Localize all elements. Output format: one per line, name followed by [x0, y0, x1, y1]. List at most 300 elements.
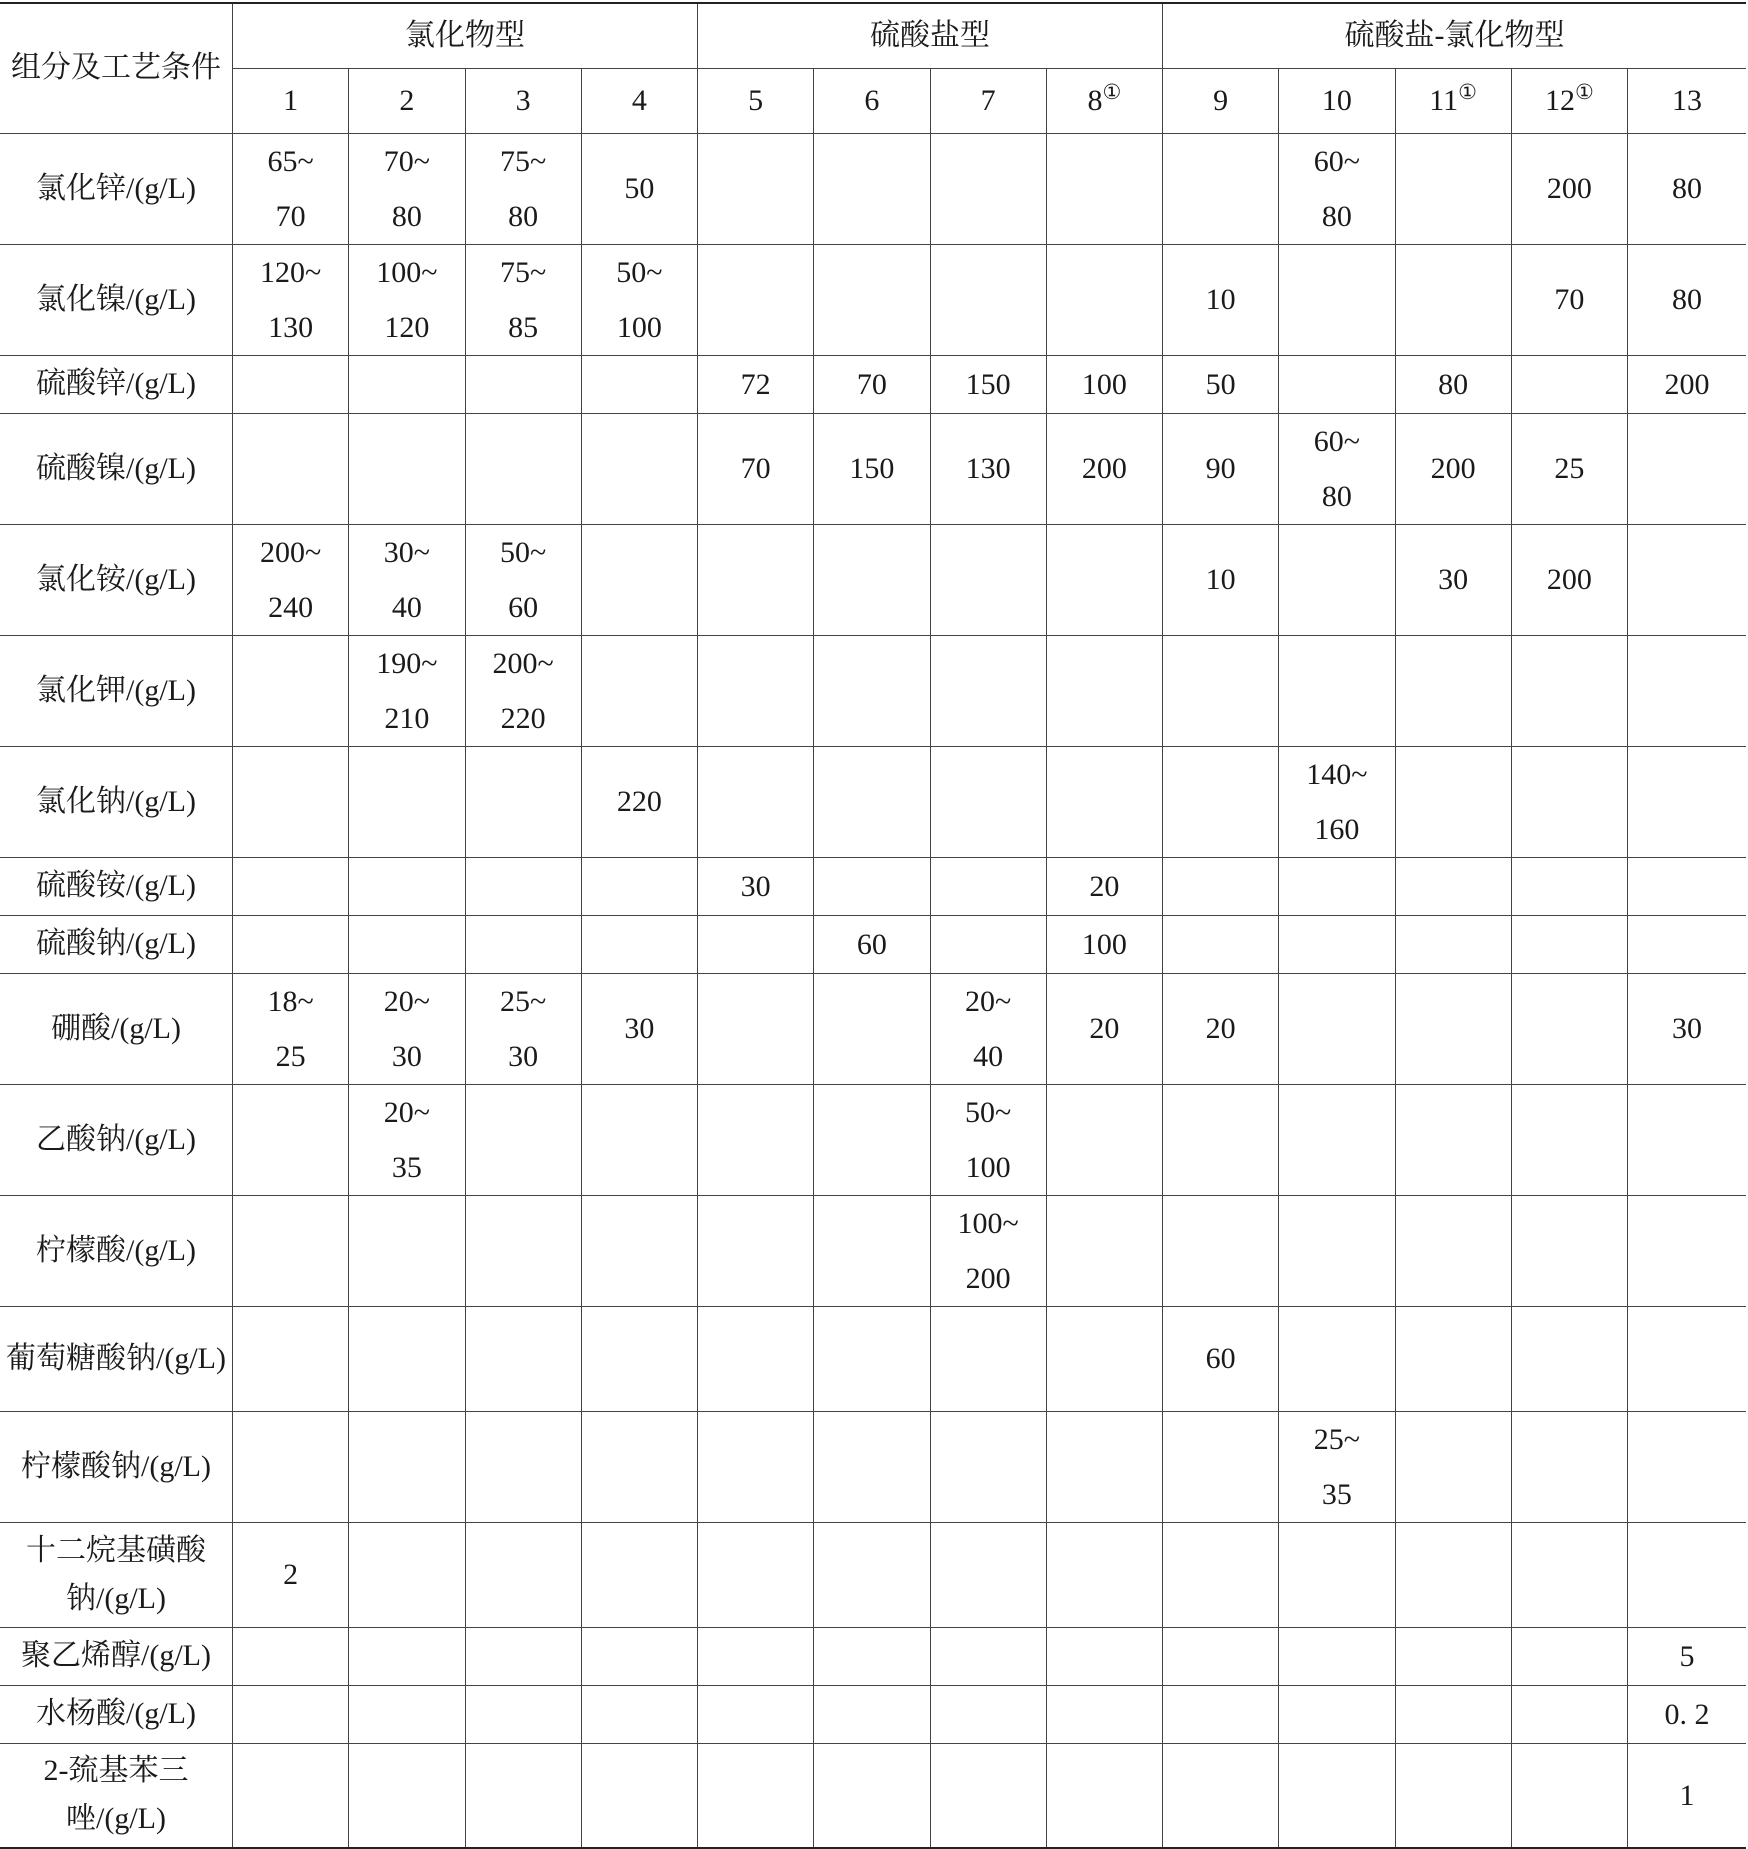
- table-cell: [233, 1685, 349, 1743]
- table-cell: [1163, 133, 1279, 244]
- table-cell: [349, 1522, 465, 1627]
- table-cell: [930, 1627, 1046, 1685]
- table-cell: [581, 1306, 697, 1411]
- table-cell: 200: [1628, 355, 1746, 413]
- table-cell: [814, 1306, 930, 1411]
- table-cell: [1163, 1743, 1279, 1848]
- table-cell: 30: [581, 973, 697, 1084]
- column-number: 4: [631, 84, 647, 117]
- table-cell: 50~ 100: [581, 244, 697, 355]
- table-cell: 60: [1163, 1306, 1279, 1411]
- table-cell: [814, 973, 930, 1084]
- table-cell: [1511, 857, 1627, 915]
- table-row: [0, 133, 1746, 244]
- component-name: 水杨酸/(g/L): [0, 1685, 233, 1743]
- table-cell: [581, 355, 697, 413]
- table-row: [0, 524, 1746, 635]
- table-cell: 5: [1628, 1627, 1746, 1685]
- table-cell: [814, 1685, 930, 1743]
- column-number: 10: [1321, 84, 1352, 117]
- table-cell: 30: [1628, 973, 1746, 1084]
- table-cell: [349, 413, 465, 524]
- table-cell: 65~ 70: [233, 133, 349, 244]
- component-name: 葡萄糖酸钠/(g/L): [0, 1306, 233, 1411]
- table-cell: [930, 1411, 1046, 1522]
- component-name: 氯化锌/(g/L): [0, 133, 233, 244]
- table-cell: [581, 524, 697, 635]
- column-number: 13: [1672, 84, 1702, 117]
- table-cell: 20: [1046, 857, 1162, 915]
- column-number-header: [1395, 68, 1511, 133]
- table-cell: 70: [814, 355, 930, 413]
- table-cell: [1046, 1084, 1162, 1195]
- component-name: 氯化钠/(g/L): [0, 746, 233, 857]
- column-number-header: [581, 68, 697, 133]
- table-cell: 100: [1046, 355, 1162, 413]
- table-cell: [1046, 1627, 1162, 1685]
- table-cell: [1279, 1627, 1395, 1685]
- table-row: [0, 1685, 1746, 1743]
- table-cell: [930, 133, 1046, 244]
- table-cell: 220: [581, 746, 697, 857]
- table-cell: [930, 1685, 1046, 1743]
- table-cell: 30~ 40: [349, 524, 465, 635]
- table-cell: [1395, 915, 1511, 973]
- table-cell: [930, 244, 1046, 355]
- corner-header: 组分及工艺条件: [0, 3, 233, 133]
- table-cell: [1628, 524, 1746, 635]
- table-cell: [1163, 1195, 1279, 1306]
- table-cell: 25: [1511, 413, 1627, 524]
- table-cell: [698, 1306, 814, 1411]
- table-row: [0, 1411, 1746, 1522]
- table-cell: 90: [1163, 413, 1279, 524]
- column-number: 6: [864, 84, 880, 117]
- table-cell: [1395, 1084, 1511, 1195]
- table-cell: [1628, 1522, 1746, 1627]
- table-cell: [1511, 355, 1627, 413]
- column-number: 9: [1213, 84, 1229, 117]
- table-cell: [465, 1195, 581, 1306]
- table-cell: 150: [930, 355, 1046, 413]
- column-number-header: [930, 68, 1046, 133]
- table-cell: [1046, 1743, 1162, 1848]
- table-cell: [581, 915, 697, 973]
- table-cell: 20: [1163, 973, 1279, 1084]
- table-cell: [1279, 1685, 1395, 1743]
- table-cell: 20~ 40: [930, 973, 1046, 1084]
- table-cell: 30: [1395, 524, 1511, 635]
- column-number-header: [1628, 68, 1746, 133]
- table-cell: [233, 857, 349, 915]
- table-cell: [930, 915, 1046, 973]
- table-cell: [1395, 1195, 1511, 1306]
- table-cell: [1511, 915, 1627, 973]
- table-cell: [1628, 746, 1746, 857]
- table-cell: [1163, 1627, 1279, 1685]
- table-cell: [698, 524, 814, 635]
- table-cell: 75~ 85: [465, 244, 581, 355]
- table-cell: [233, 1411, 349, 1522]
- table-cell: 70: [1511, 244, 1627, 355]
- table-cell: [1279, 1743, 1395, 1848]
- table-cell: [930, 524, 1046, 635]
- table-cell: [349, 1685, 465, 1743]
- component-name: 柠檬酸钠/(g/L): [0, 1411, 233, 1522]
- table-cell: [1511, 1306, 1627, 1411]
- table-row: [0, 413, 1746, 524]
- component-name: 氯化铵/(g/L): [0, 524, 233, 635]
- column-number-header: [1279, 68, 1395, 133]
- table-cell: [814, 1195, 930, 1306]
- table-cell: [349, 1627, 465, 1685]
- table-cell: 190~ 210: [349, 635, 465, 746]
- table-cell: [233, 355, 349, 413]
- table-cell: 200: [1511, 133, 1627, 244]
- component-name: 氯化镍/(g/L): [0, 244, 233, 355]
- table-cell: [349, 1306, 465, 1411]
- table-cell: [1279, 973, 1395, 1084]
- table-row: [0, 746, 1746, 857]
- table-cell: [465, 1084, 581, 1195]
- column-number-header: [1046, 68, 1162, 133]
- table-cell: [1511, 1685, 1627, 1743]
- table-cell: [930, 1306, 1046, 1411]
- table-cell: [930, 857, 1046, 915]
- table-cell: [930, 635, 1046, 746]
- table-cell: 150: [814, 413, 930, 524]
- table-cell: [233, 1195, 349, 1306]
- table-cell: [698, 746, 814, 857]
- table-cell: [233, 1306, 349, 1411]
- table-cell: [1628, 1084, 1746, 1195]
- table-cell: 60: [814, 915, 930, 973]
- table-cell: [581, 1411, 697, 1522]
- table-cell: [1163, 635, 1279, 746]
- table-cell: 100~ 200: [930, 1195, 1046, 1306]
- table-cell: 50~ 60: [465, 524, 581, 635]
- plating-bath-table: [0, 2, 1746, 1849]
- table-cell: 100: [1046, 915, 1162, 973]
- component-name: 氯化钾/(g/L): [0, 635, 233, 746]
- component-name: 聚乙烯醇/(g/L): [0, 1627, 233, 1685]
- table-cell: [814, 635, 930, 746]
- table-cell: [1511, 746, 1627, 857]
- table-cell: [1046, 133, 1162, 244]
- column-number: 11: [1429, 84, 1459, 117]
- table-cell: [349, 1743, 465, 1848]
- table-cell: [1395, 244, 1511, 355]
- table-cell: [349, 355, 465, 413]
- component-name: 硫酸锌/(g/L): [0, 355, 233, 413]
- table-cell: [581, 1522, 697, 1627]
- table-cell: [1628, 635, 1746, 746]
- table-cell: 50~ 100: [930, 1084, 1046, 1195]
- table-cell: [1395, 1306, 1511, 1411]
- table-row: [0, 1522, 1746, 1627]
- table-cell: [1046, 1195, 1162, 1306]
- table-cell: [1046, 1522, 1162, 1627]
- table-cell: 0. 2: [1628, 1685, 1746, 1743]
- table-cell: [1511, 1743, 1627, 1848]
- column-number-row: [0, 68, 1746, 133]
- table-cell: [581, 1685, 697, 1743]
- table-cell: [1395, 746, 1511, 857]
- table-cell: 30: [698, 857, 814, 915]
- table-cell: [581, 1084, 697, 1195]
- table-cell: [1163, 1084, 1279, 1195]
- table-cell: [1511, 1627, 1627, 1685]
- table-cell: [1511, 1195, 1627, 1306]
- table-cell: [1628, 1411, 1746, 1522]
- table-cell: [1395, 1743, 1511, 1848]
- table-cell: 80: [1628, 133, 1746, 244]
- table-cell: 200~ 220: [465, 635, 581, 746]
- table-cell: 60~ 80: [1279, 133, 1395, 244]
- table-cell: [1279, 355, 1395, 413]
- table-cell: [1628, 1195, 1746, 1306]
- table-cell: [1279, 244, 1395, 355]
- component-name: 乙酸钠/(g/L): [0, 1084, 233, 1195]
- table-cell: [465, 915, 581, 973]
- table-cell: [1279, 1306, 1395, 1411]
- table-cell: [698, 244, 814, 355]
- table-cell: [1279, 1522, 1395, 1627]
- table-cell: 130: [930, 413, 1046, 524]
- table-cell: [1279, 635, 1395, 746]
- table-cell: [233, 1627, 349, 1685]
- table-cell: [814, 1627, 930, 1685]
- table-cell: [233, 746, 349, 857]
- table-cell: [698, 1743, 814, 1848]
- table-cell: 100~ 120: [349, 244, 465, 355]
- table-cell: [698, 635, 814, 746]
- table-cell: [1511, 1411, 1627, 1522]
- table-cell: [814, 1084, 930, 1195]
- table-cell: [349, 857, 465, 915]
- table-cell: 200: [1046, 413, 1162, 524]
- table-cell: [1163, 746, 1279, 857]
- table-cell: [349, 915, 465, 973]
- table-cell: 50: [581, 133, 697, 244]
- table-cell: [698, 973, 814, 1084]
- table-cell: [465, 1685, 581, 1743]
- table-cell: [1046, 524, 1162, 635]
- group-header-sulfate: 硫酸盐型: [698, 3, 1163, 68]
- table-cell: [814, 1522, 930, 1627]
- column-number-header: [1511, 68, 1627, 133]
- table-cell: [581, 1627, 697, 1685]
- table-cell: [349, 1195, 465, 1306]
- column-number: 3: [515, 84, 531, 117]
- table-cell: [698, 1627, 814, 1685]
- table-cell: [465, 1411, 581, 1522]
- table-cell: [1046, 244, 1162, 355]
- table-cell: [233, 915, 349, 973]
- table-cell: [698, 1685, 814, 1743]
- table-cell: [1046, 746, 1162, 857]
- table-cell: [698, 915, 814, 973]
- table-cell: [1163, 1522, 1279, 1627]
- table-cell: 20~ 35: [349, 1084, 465, 1195]
- table-row: [0, 635, 1746, 746]
- table-cell: 18~ 25: [233, 973, 349, 1084]
- table-cell: [1395, 133, 1511, 244]
- table-cell: [1163, 1411, 1279, 1522]
- table-row: [0, 1743, 1746, 1848]
- table-cell: 70~ 80: [349, 133, 465, 244]
- component-name: 硫酸铵/(g/L): [0, 857, 233, 915]
- column-number: 5: [748, 84, 764, 117]
- table-cell: 60~ 80: [1279, 413, 1395, 524]
- component-name: 2-巯基苯三唑/(g/L): [0, 1743, 233, 1848]
- table-cell: 200: [1395, 413, 1511, 524]
- column-number: 7: [980, 84, 996, 117]
- component-name: 十二烷基磺酸钠/(g/L): [0, 1522, 233, 1627]
- table-cell: 10: [1163, 244, 1279, 355]
- table-cell: [930, 1743, 1046, 1848]
- table-cell: 120~ 130: [233, 244, 349, 355]
- table-cell: [1395, 857, 1511, 915]
- column-number: 2: [399, 84, 415, 117]
- table-cell: [465, 1743, 581, 1848]
- table-cell: [1395, 1685, 1511, 1743]
- table-cell: [698, 1195, 814, 1306]
- component-name: 柠檬酸/(g/L): [0, 1195, 233, 1306]
- table-row: [0, 1195, 1746, 1306]
- table-cell: 2: [233, 1522, 349, 1627]
- table-row: [0, 1627, 1746, 1685]
- component-name: 硫酸镍/(g/L): [0, 413, 233, 524]
- table-body: [0, 133, 1746, 1848]
- table-cell: [465, 355, 581, 413]
- table-cell: [1046, 635, 1162, 746]
- component-name: 硫酸钠/(g/L): [0, 915, 233, 973]
- table-cell: [814, 244, 930, 355]
- table-row: [0, 1306, 1746, 1411]
- group-header-sulfate-chloride: 硫酸盐-氯化物型: [1163, 3, 1746, 68]
- component-name: 硼酸/(g/L): [0, 973, 233, 1084]
- column-number: 8: [1087, 84, 1103, 117]
- table-cell: [1395, 973, 1511, 1084]
- table-cell: [1628, 857, 1746, 915]
- table-cell: [930, 1522, 1046, 1627]
- table-cell: [581, 635, 697, 746]
- table-cell: [581, 413, 697, 524]
- table-cell: [1395, 1411, 1511, 1522]
- table-cell: [1511, 1522, 1627, 1627]
- table-cell: [1163, 857, 1279, 915]
- table-cell: [698, 133, 814, 244]
- table-cell: [1279, 1195, 1395, 1306]
- group-header-row: [0, 3, 1746, 68]
- footnote-marker: ①: [1458, 80, 1477, 104]
- table-cell: [1279, 524, 1395, 635]
- table-cell: 200: [1511, 524, 1627, 635]
- table-cell: 20: [1046, 973, 1162, 1084]
- table-cell: 25~ 30: [465, 973, 581, 1084]
- table-cell: [698, 1084, 814, 1195]
- table-cell: 75~ 80: [465, 133, 581, 244]
- table-row: [0, 355, 1746, 413]
- table-row: [0, 915, 1746, 973]
- column-number-header: [814, 68, 930, 133]
- table-cell: [814, 857, 930, 915]
- column-number: 1: [283, 84, 299, 117]
- column-number: 12: [1544, 84, 1575, 117]
- column-number-header: [349, 68, 465, 133]
- table-cell: [1511, 1084, 1627, 1195]
- table-cell: [1395, 635, 1511, 746]
- table-cell: 200~ 240: [233, 524, 349, 635]
- table-cell: [698, 1411, 814, 1522]
- column-number-header: [233, 68, 349, 133]
- table-cell: 72: [698, 355, 814, 413]
- column-number-header: [698, 68, 814, 133]
- table-cell: 25~ 35: [1279, 1411, 1395, 1522]
- table-cell: [1046, 1685, 1162, 1743]
- table-cell: [1628, 915, 1746, 973]
- table-cell: [233, 635, 349, 746]
- table-cell: [1628, 413, 1746, 524]
- table-cell: [814, 133, 930, 244]
- table-row: [0, 857, 1746, 915]
- table-cell: [581, 857, 697, 915]
- table-cell: [465, 1627, 581, 1685]
- table-cell: [698, 1522, 814, 1627]
- table-cell: [1046, 1306, 1162, 1411]
- table-row: [0, 244, 1746, 355]
- table-cell: 20~ 30: [349, 973, 465, 1084]
- table-cell: 10: [1163, 524, 1279, 635]
- table-cell: [349, 746, 465, 857]
- column-number-header: [1163, 68, 1279, 133]
- table-cell: [1511, 635, 1627, 746]
- table-cell: [1163, 1685, 1279, 1743]
- footnote-marker: ①: [1574, 80, 1594, 104]
- table-cell: [233, 1743, 349, 1848]
- table-row: [0, 973, 1746, 1084]
- table-cell: 80: [1395, 355, 1511, 413]
- column-number-header: [465, 68, 581, 133]
- table-cell: [1628, 1306, 1746, 1411]
- table-cell: [1279, 915, 1395, 973]
- table-cell: [814, 1411, 930, 1522]
- table-cell: [1279, 1084, 1395, 1195]
- table-cell: [814, 524, 930, 635]
- table-cell: [465, 1522, 581, 1627]
- table-cell: [465, 1306, 581, 1411]
- footnote-marker: ①: [1102, 80, 1122, 104]
- table-cell: [465, 413, 581, 524]
- table-cell: [1046, 1411, 1162, 1522]
- table-cell: [233, 413, 349, 524]
- table-cell: [581, 1743, 697, 1848]
- table-cell: [349, 1411, 465, 1522]
- table-cell: [814, 1743, 930, 1848]
- table-cell: 50: [1163, 355, 1279, 413]
- table-cell: [1395, 1522, 1511, 1627]
- table-cell: [814, 746, 930, 857]
- table-cell: [581, 1195, 697, 1306]
- table-cell: 80: [1628, 244, 1746, 355]
- table-cell: [233, 1084, 349, 1195]
- table-cell: [1163, 915, 1279, 973]
- table-cell: [1511, 973, 1627, 1084]
- group-header-chloride: 氯化物型: [233, 3, 698, 68]
- table-cell: [465, 746, 581, 857]
- table-cell: [465, 857, 581, 915]
